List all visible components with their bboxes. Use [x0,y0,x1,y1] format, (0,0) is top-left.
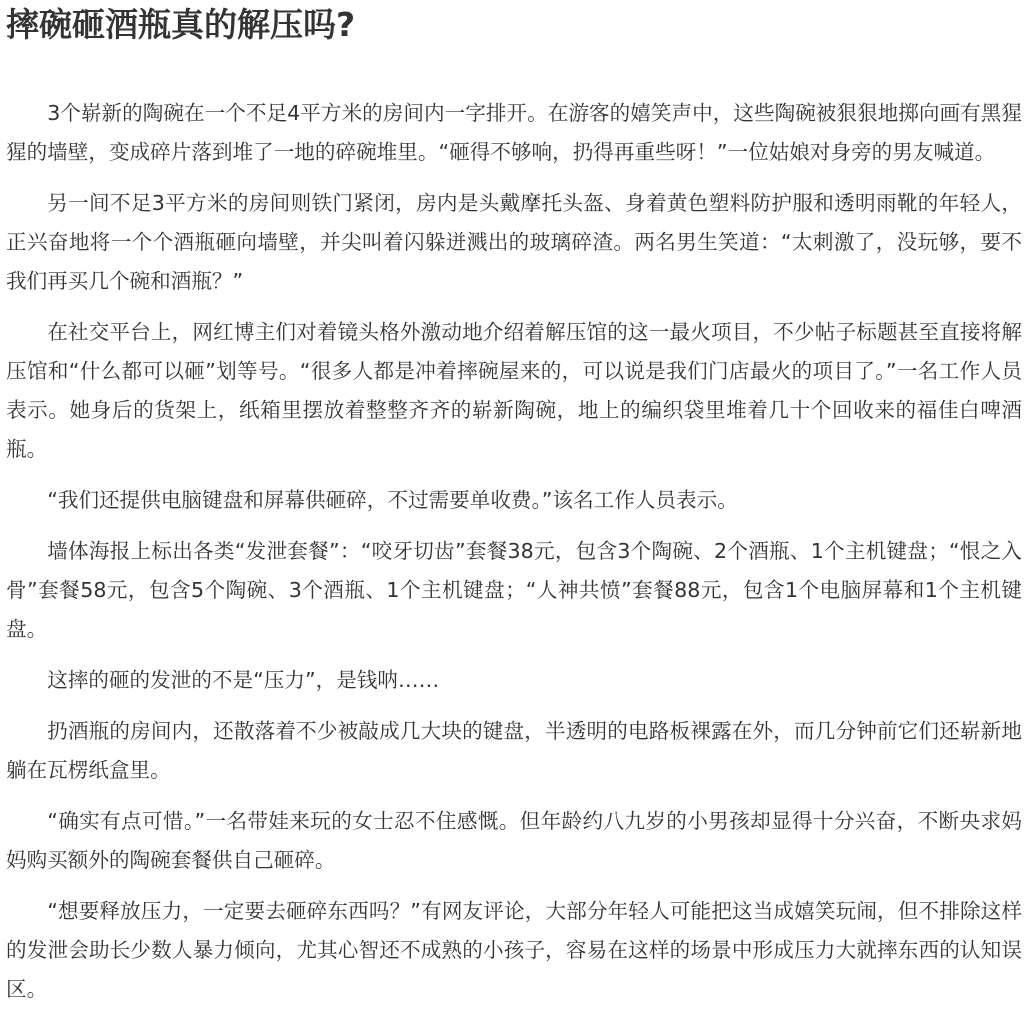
paragraph: 墙体海报上标出各类“发泄套餐”：“咬牙切齿”套餐38元，包含3个陶碗、2个酒瓶、1个主机键盘；“恨之入骨”套餐58元，包含5个陶碗、3个酒瓶、1个主机键盘；“人神共愤”套餐88元，包含1个电脑屏幕和1个主机键盘。 [6,539,1022,641]
paragraph: 这摔的砸的发泄的不是“压力”，是钱呐…… [47,668,440,692]
paragraph: 3个崭新的陶碗在一个不足4平方米的房间内一字排开。在游客的嬉笑声中，这些陶碗被狠狠地掷向画有黑猩猩的墙壁，变成碎片落到堆了一地的碎碗堆里。“砸得不够响，扔得再重些呀！”一位姑娘对身旁的男友喊道。 [6,101,1022,164]
paragraph: 扔酒瓶的房间内，还散落着不少被敲成几大块的键盘，半透明的电路板裸露在外，而几分钟前它们还崭新地躺在瓦楞纸盒里。 [6,719,1022,782]
article-body [6,94,1022,1021]
article-title: 摔碗砸酒瓶真的解压吗? [6,5,356,44]
paragraph: “确实有点可惜。”一名带娃来玩的女士忍不住感慨。但年龄约八九岁的小男孩却显得十分兴奋，不断央求妈妈购买额外的陶碗套餐供自己砸碎。 [6,809,1022,872]
paragraph: “我们还提供电脑键盘和屏幕供砸碎，不过需要单收费。”该名工作人员表示。 [47,488,738,512]
paragraph: “想要释放压力，一定要去砸碎东西吗？”有网友评论，大部分年轻人可能把这当成嬉笑玩闹，但不排除这样的发泄会助长少数人暴力倾向，尤其心智还不成熟的小孩子，容易在这样的场景中形成压力大就摔东西的认知误区。 [6,899,1022,1001]
paragraph: 在社交平台上，网红博主们对着镜头格外激动地介绍着解压馆的这一最火项目，不少帖子标题甚至直接将解压馆和“什么都可以砸”划等号。“很多人都是冲着摔碗屋来的，可以说是我们门店最火的项目了。”一名工作人员表示。她身后的货架上，纸箱里摆放着整整齐齐的崭新陶碗，地上的编织袋里堆着几十个回收来的福佳白啤酒瓶。 [6,320,1022,461]
paragraph: 另一间不足3平方米的房间则铁门紧闭，房内是头戴摩托头盔、身着黄色塑料防护服和透明雨靴的年轻人，正兴奋地将一个个酒瓶砸向墙壁，并尖叫着闪躲迸溅出的玻璃碎渣。两名男生笑道：“太刺激了，没玩够，要不我们再买几个碗和酒瓶？” [6,191,1022,293]
